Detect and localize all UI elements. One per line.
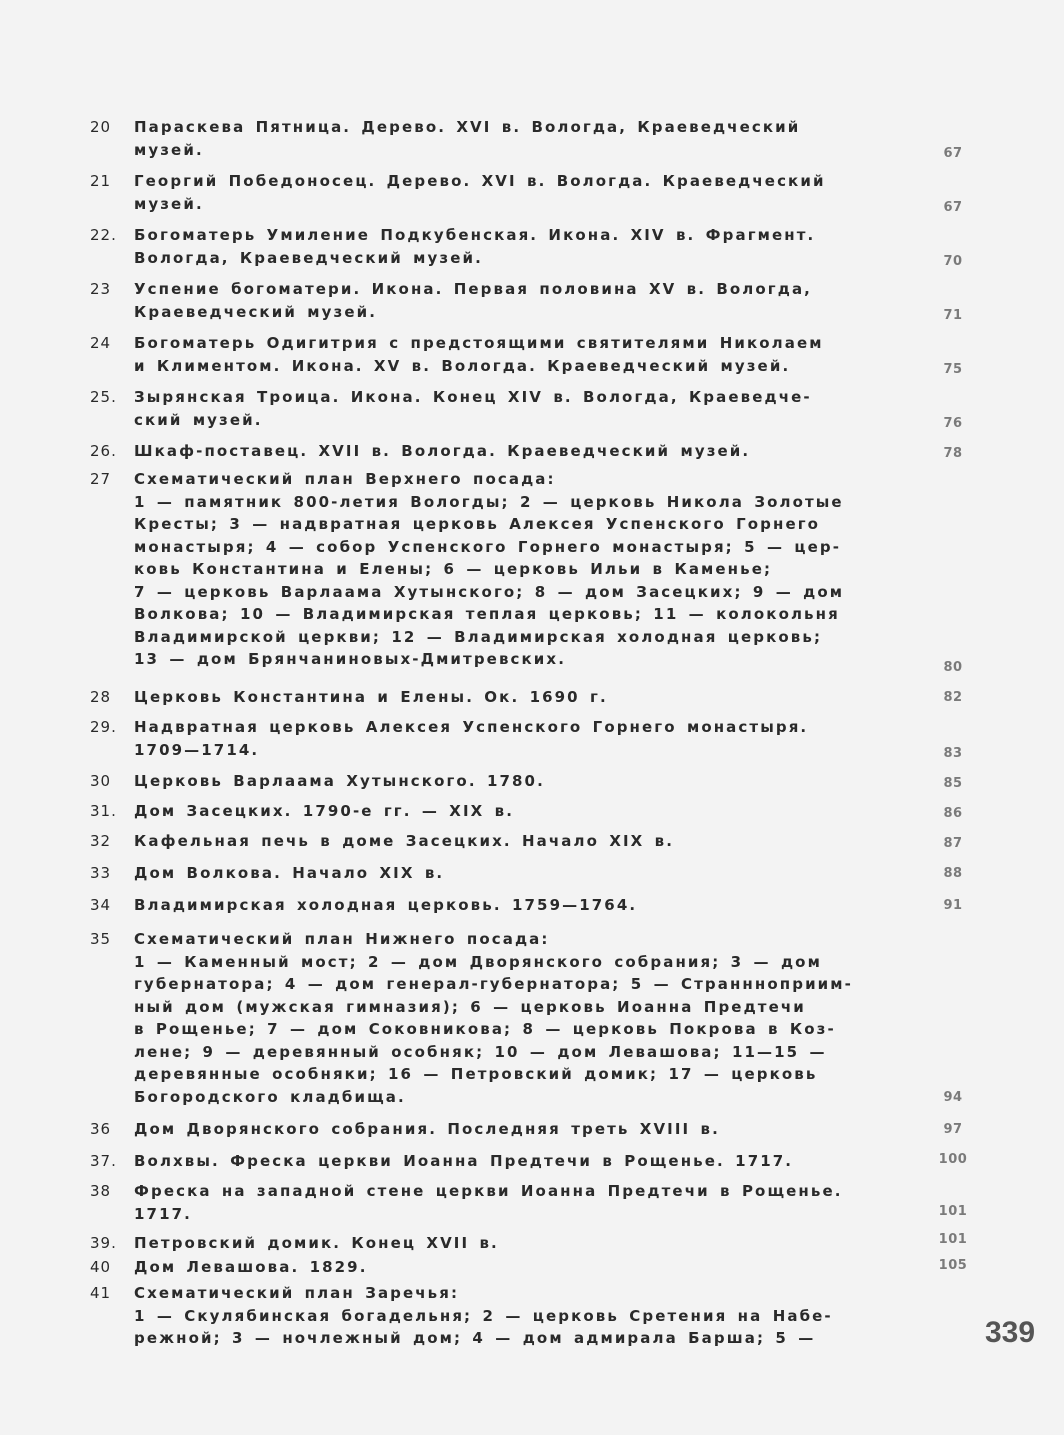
caption-number: 21	[90, 172, 112, 190]
caption-line: Дом Левашова. 1829.	[134, 1258, 368, 1276]
caption-line: Богородского кладбища.	[134, 1087, 406, 1106]
caption-line: режной; 3 — ночлежный дом; 4 — дом адмирала Барша; 5 —	[134, 1329, 816, 1347]
page-reference: 71	[943, 308, 963, 323]
page-reference: 83	[943, 746, 963, 761]
caption-line: Параскева Пятница. Дерево. XVI в. Вологда, Краеведческий	[134, 118, 801, 136]
caption-line: 1717.	[134, 1204, 192, 1223]
caption-line: ный дом (мужская гимназия); 6 — церковь Иоанна Предтечи	[134, 997, 806, 1016]
caption-line: Схематический план Заречья:	[134, 1284, 460, 1302]
caption-number: 35	[90, 930, 112, 948]
caption-line: Схематический план Нижнего посада:	[134, 930, 550, 948]
caption-line: 7 — церковь Варлаама Хутынского; 8 — дом Засецких; 9 — дом	[134, 582, 845, 601]
caption-number: 28	[90, 688, 112, 706]
caption-text	[134, 468, 886, 671]
caption-line: Владимирская холодная церковь. 1759—1764.	[134, 896, 638, 914]
caption-line: Вологда, Краеведческий музей.	[134, 248, 483, 267]
page-reference: 82	[943, 690, 963, 705]
caption-line: Успение богоматери. Икона. Первая половина XV в. Вологда,	[134, 280, 812, 298]
caption-text	[134, 332, 886, 377]
caption-text	[134, 1150, 886, 1173]
caption-text	[134, 800, 886, 823]
caption-line: Георгий Победоносец. Дерево. XVI в. Вологда. Краеведческий	[134, 172, 826, 190]
caption-text	[134, 862, 886, 885]
page-reference: 101	[938, 1232, 968, 1247]
caption-number: 37.	[90, 1152, 117, 1170]
caption-text	[134, 928, 886, 1108]
caption-line: Кресты; 3 — надвратная церковь Алексея Успенского Горнего	[134, 515, 821, 533]
page-reference: 86	[943, 806, 963, 821]
caption-line: Богоматерь Умиление Подкубенская. Икона. XIV в. Фрагмент.	[134, 226, 816, 244]
caption-text	[134, 386, 886, 431]
caption-text	[134, 170, 886, 215]
caption-number: 20	[90, 118, 112, 136]
caption-line: Петровский домик. Конец XVII в.	[134, 1234, 499, 1252]
page-reference: 94	[943, 1090, 963, 1105]
caption-line: Церковь Константина и Елены. Ок. 1690 г.	[134, 688, 608, 706]
page-reference: 80	[943, 660, 963, 675]
caption-text	[134, 770, 886, 793]
caption-line: 1 — памятник 800-летия Вологды; 2 — церковь Никола Золотые	[134, 492, 844, 511]
caption-line: деревянные особняки; 16 — Петровский домик; 17 — церковь	[134, 1065, 818, 1083]
page-number: 339	[985, 1316, 1036, 1349]
page-reference: 100	[938, 1152, 968, 1167]
caption-number: 29.	[90, 718, 117, 736]
caption-number: 26.	[90, 442, 117, 460]
page-reference: 70	[943, 254, 963, 269]
page-reference: 78	[943, 446, 963, 461]
caption-number: 24	[90, 334, 112, 352]
caption-text	[134, 1256, 886, 1279]
caption-text	[134, 278, 886, 323]
page-reference: 85	[943, 776, 963, 791]
caption-text	[134, 116, 886, 161]
caption-line: монастыря; 4 — собор Успенского Горнего монастыря; 5 — цер-	[134, 537, 842, 556]
caption-line: Зырянская Троица. Икона. Конец XIV в. Вологда, Краеведче-	[134, 388, 812, 406]
caption-text	[134, 1232, 886, 1255]
caption-line: 1709—1714.	[134, 740, 260, 759]
caption-line: лене; 9 — деревянный особняк; 10 — дом Левашова; 11—15 —	[134, 1042, 827, 1061]
page-reference: 67	[943, 200, 963, 215]
caption-number: 27	[90, 470, 112, 488]
caption-line: Владимирской церкви; 12 — Владимирская холодная церковь;	[134, 627, 823, 646]
caption-line: Краеведческий музей.	[134, 302, 377, 321]
caption-line: Шкаф-поставец. XVII в. Вологда. Краеведческий музей.	[134, 442, 751, 460]
caption-line: и Климентом. Икона. XV в. Вологда. Краеведческий музей.	[134, 356, 791, 375]
caption-line: Волкова; 10 — Владимирская теплая церковь; 11 — колокольня	[134, 605, 840, 623]
page-reference: 67	[943, 146, 963, 161]
caption-number: 22.	[90, 226, 117, 244]
caption-line: губернатора; 4 — дом генерал-губернатора; 5 — Страннноприим-	[134, 975, 853, 993]
caption-text	[134, 894, 886, 917]
caption-text	[134, 1282, 886, 1350]
caption-number: 25.	[90, 388, 117, 406]
caption-line: Дом Засецких. 1790-е гг. — XIX в.	[134, 802, 515, 820]
page-reference: 97	[943, 1122, 963, 1137]
caption-line: Волхвы. Фреска церкви Иоанна Предтечи в Рощенье. 1717.	[134, 1152, 794, 1170]
caption-line: Дом Дворянского собрания. Последняя треть XVIII в.	[134, 1120, 720, 1138]
page-reference: 87	[943, 836, 963, 851]
caption-line: Богоматерь Одигитрия с предстоящими святителями Николаем	[134, 334, 824, 352]
caption-number: 39.	[90, 1234, 117, 1252]
caption-line: музей.	[134, 194, 204, 213]
caption-line: ковь Константина и Елены; 6 — церковь Ильи в Каменье;	[134, 560, 773, 578]
caption-line: Церковь Варлаама Хутынского. 1780.	[134, 772, 545, 790]
caption-number: 34	[90, 896, 112, 914]
caption-line: музей.	[134, 140, 204, 159]
caption-number: 41	[90, 1284, 112, 1302]
caption-number: 40	[90, 1258, 112, 1276]
caption-line: 1 — Каменный мост; 2 — дом Дворянского собрания; 3 — дом	[134, 952, 822, 971]
caption-line: 13 — дом Брянчаниновых-Дмитревских.	[134, 650, 566, 668]
caption-text	[134, 224, 886, 269]
caption-number: 23	[90, 280, 112, 298]
caption-text	[134, 440, 886, 463]
page-reference: 101	[938, 1204, 968, 1219]
caption-line: Надвратная церковь Алексея Успенского Горнего монастыря.	[134, 718, 809, 736]
caption-number: 36	[90, 1120, 112, 1138]
caption-text	[134, 686, 886, 709]
page-reference: 75	[943, 362, 963, 377]
caption-line: Фреска на западной стене церкви Иоанна Предтечи в Рощенье.	[134, 1182, 843, 1200]
caption-text	[134, 830, 886, 853]
caption-text	[134, 716, 886, 761]
caption-line: 1 — Скулябинская богадельня; 2 — церковь Сретения на Набе-	[134, 1306, 833, 1325]
caption-number: 33	[90, 864, 112, 882]
caption-number: 30	[90, 772, 112, 790]
page-reference: 105	[938, 1258, 968, 1273]
caption-line: Кафельная печь в доме Засецких. Начало XIX в.	[134, 832, 675, 850]
caption-text	[134, 1118, 886, 1141]
caption-number: 31.	[90, 802, 117, 820]
caption-text	[134, 1180, 886, 1225]
caption-line: ский музей.	[134, 410, 263, 429]
page-reference: 91	[943, 898, 963, 913]
caption-line: Дом Волкова. Начало XIX в.	[134, 864, 445, 882]
caption-number: 32	[90, 832, 112, 850]
caption-line: Схематический план Верхнего посада:	[134, 470, 556, 488]
caption-line: в Рощенье; 7 — дом Соковникова; 8 — церковь Покрова в Коз-	[134, 1020, 836, 1038]
page-reference: 88	[943, 866, 963, 881]
caption-number: 38	[90, 1182, 112, 1200]
page-reference: 76	[943, 416, 963, 431]
